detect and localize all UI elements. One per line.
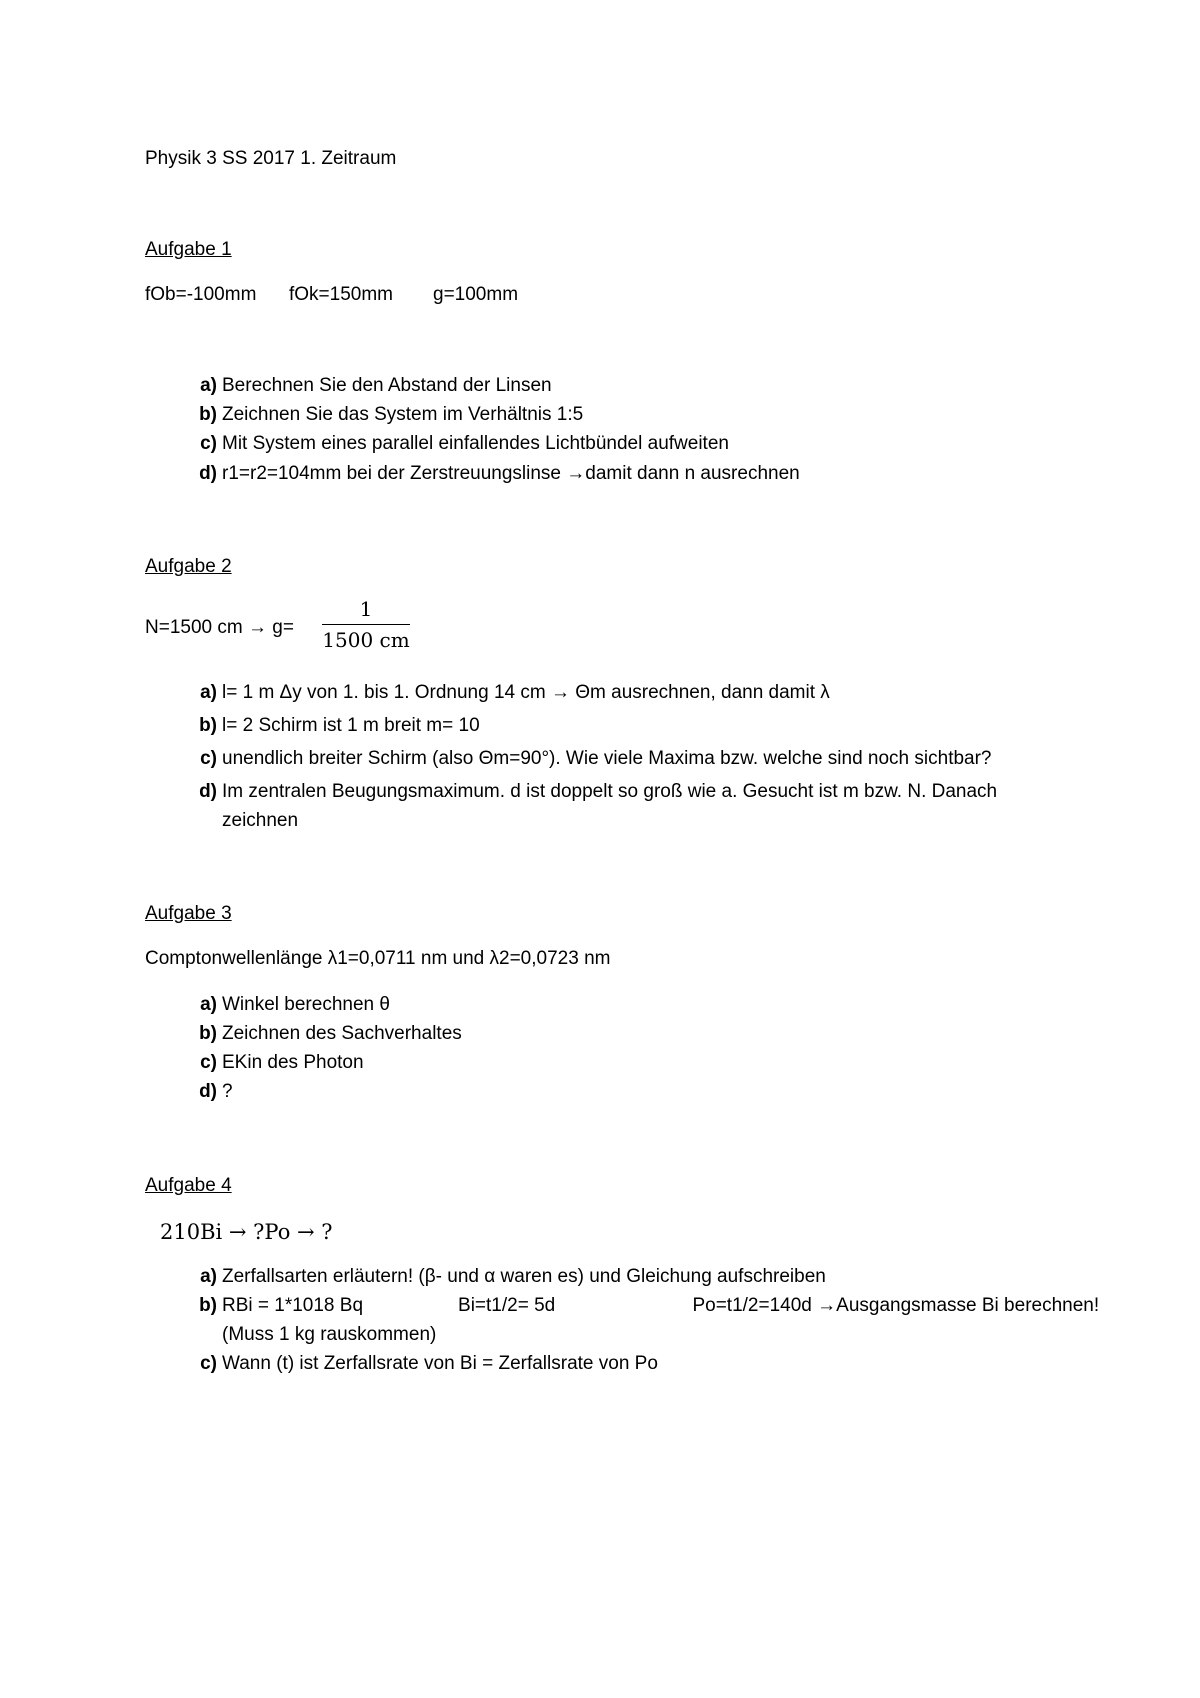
decay-equation: 210Bi → ?Po → ? (160, 1220, 333, 1244)
item-label: d) (199, 781, 217, 802)
item-text: l= 2 Schirm ist 1 m breit m= 10 (222, 715, 480, 736)
item-text: r1=r2=104mm bei der Zerstreuungslinse →damit dann n ausrechnen (222, 463, 800, 484)
item-label: c) (200, 433, 217, 454)
item-label: c) (200, 1052, 217, 1073)
item-label: d) (199, 1081, 217, 1102)
item-label: b) (199, 715, 217, 736)
given-fob: fOb=-100mm (145, 284, 257, 305)
fraction-denominator: 1500 cm (322, 628, 410, 652)
item-label: b) (199, 1295, 217, 1316)
item-text: EKin des Photon (222, 1052, 364, 1073)
item-text: Mit System eines parallel einfallendes Lichtbündel aufweiten (222, 433, 729, 454)
heading-aufgabe-2: Aufgabe 2 (145, 556, 232, 577)
item-text: Im zentralen Beugungsmaximum. d ist doppelt so groß wie a. Gesucht ist m bzw. N. Danach (222, 781, 998, 802)
item-text: Berechnen Sie den Abstand der Linsen (222, 375, 552, 396)
item-text: (Muss 1 kg rauskommen) (222, 1324, 437, 1345)
document-title: Physik 3 SS 2017 1. Zeitraum (145, 148, 397, 169)
item-text: l= 1 m Δy von 1. bis 1. Ordnung 14 cm → Θm ausrechnen, dann damit λ (222, 682, 830, 703)
fraction-bar (322, 624, 410, 625)
item-text: unendlich breiter Schirm (also Θm=90°). Wie viele Maxima bzw. welche sind noch sichtbar? (222, 748, 992, 769)
item-text: Winkel berechnen θ (222, 994, 390, 1015)
item-text: zeichnen (222, 810, 299, 831)
heading-aufgabe-1: Aufgabe 1 (145, 239, 232, 260)
item-text: ? (222, 1081, 233, 1102)
item-text: Zeichnen des Sachverhaltes (222, 1023, 462, 1044)
given-g: g=100mm (433, 284, 519, 305)
heading-aufgabe-4: Aufgabe 4 (145, 1175, 232, 1196)
given-compton: Comptonwellenlänge λ1=0,0711 nm und λ2=0,0723 nm (145, 948, 611, 969)
item-label: a) (200, 1266, 217, 1287)
fraction (322, 596, 410, 653)
item-label: a) (200, 994, 217, 1015)
item-text: Zerfallsarten erläutern! (β- und α waren es) und Gleichung aufschreiben (222, 1266, 826, 1287)
fraction-numerator: 1 (359, 597, 373, 621)
item-label: b) (199, 404, 217, 425)
item-text: RBi = 1*1018 Bq Bi=t1/2= 5d Po=t1/2=140d →Ausgangsmasse Bi berechnen! (222, 1295, 1100, 1316)
item-label: a) (200, 682, 217, 703)
item-label: b) (199, 1023, 217, 1044)
item-text: Zeichnen Sie das System im Verhältnis 1:5 (222, 404, 584, 425)
heading-aufgabe-3: Aufgabe 3 (145, 903, 232, 924)
given-n: N=1500 cm → g= (145, 617, 294, 638)
item-label: c) (200, 748, 217, 769)
given-fok: fOk=150mm (289, 284, 394, 305)
item-label: d) (199, 463, 217, 484)
item-label: c) (200, 1353, 217, 1374)
item-text: Wann (t) ist Zerfallsrate von Bi = Zerfallsrate von Po (222, 1353, 658, 1374)
item-label: a) (200, 375, 217, 396)
